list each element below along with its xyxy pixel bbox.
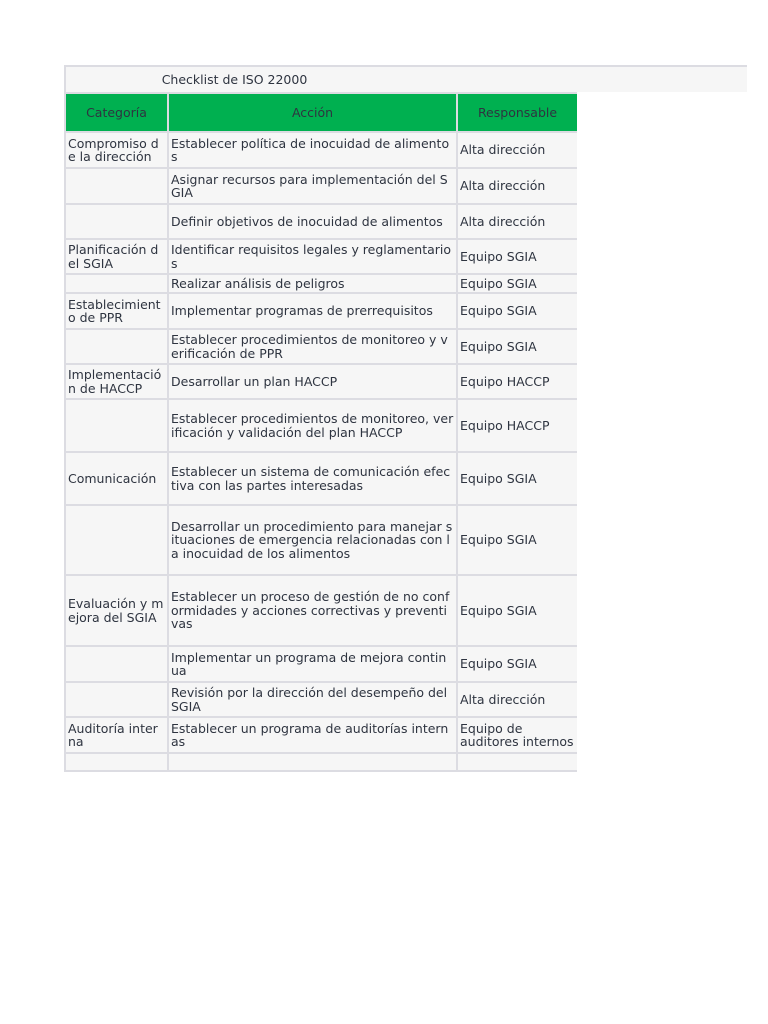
responsible-cell: Equipo SGIA — [457, 274, 577, 293]
responsible-cell: Alta dirección — [457, 682, 577, 717]
responsible-cell: Alta dirección — [457, 132, 577, 168]
responsible-cell: Equipo SGIA — [457, 293, 577, 329]
category-cell: Planificación del SGIA — [65, 239, 168, 274]
table-row — [65, 364, 577, 399]
table-row — [65, 204, 577, 239]
category-cell — [65, 505, 168, 575]
action-cell: Definir objetivos de inocuidad de alimentos — [168, 204, 457, 239]
action-cell: Establecer política de inocuidad de alimentos — [168, 132, 457, 168]
column-header-accion: Acción — [168, 93, 457, 132]
category-cell — [65, 399, 168, 452]
category-cell — [65, 329, 168, 364]
table-row — [65, 717, 577, 753]
action-cell — [168, 753, 457, 771]
table-row — [65, 505, 577, 575]
action-cell: Realizar análisis de peligros — [168, 274, 457, 293]
responsible-cell: Equipo HACCP — [457, 364, 577, 399]
action-cell: Establecer procedimientos de monitoreo, verificación y validación del plan HACCP — [168, 399, 457, 452]
responsible-cell: Equipo HACCP — [457, 399, 577, 452]
action-cell: Identificar requisitos legales y reglamentarios — [168, 239, 457, 274]
checklist-sheet — [64, 65, 747, 772]
category-cell: Establecimiento de PPR — [65, 293, 168, 329]
table-row — [65, 646, 577, 682]
category-cell — [65, 682, 168, 717]
action-cell: Desarrollar un procedimiento para manejar situaciones de emergencia relacionadas con la inocuidad de los alimentos — [168, 505, 457, 575]
document-title: Checklist de ISO 22000 — [161, 72, 308, 87]
table-row — [65, 575, 577, 646]
category-cell — [65, 274, 168, 293]
category-cell — [65, 204, 168, 239]
responsible-cell: Equipo SGIA — [457, 575, 577, 646]
responsible-cell — [457, 753, 577, 771]
responsible-cell: Equipo de auditores internos — [457, 717, 577, 753]
category-cell: Evaluación y mejora del SGIA — [65, 575, 168, 646]
responsible-cell: Equipo SGIA — [457, 505, 577, 575]
responsible-cell: Equipo SGIA — [457, 646, 577, 682]
action-cell: Implementar un programa de mejora continua — [168, 646, 457, 682]
action-cell: Establecer un sistema de comunicación efectiva con las partes interesadas — [168, 452, 457, 505]
action-cell: Desarrollar un plan HACCP — [168, 364, 457, 399]
column-header-responsable: Responsable — [457, 93, 577, 132]
table-row — [65, 329, 577, 364]
table-row — [65, 452, 577, 505]
category-cell: Comunicación — [65, 452, 168, 505]
title-row — [64, 65, 747, 92]
action-cell: Asignar recursos para implementación del SGIA — [168, 168, 457, 204]
table-row — [65, 274, 577, 293]
table-row — [65, 399, 577, 452]
category-cell — [65, 753, 168, 771]
action-cell: Implementar programas de prerrequisitos — [168, 293, 457, 329]
table-row — [65, 293, 577, 329]
table-row — [65, 239, 577, 274]
category-cell: Auditoría interna — [65, 717, 168, 753]
category-cell: Implementación de HACCP — [65, 364, 168, 399]
table-row — [65, 132, 577, 168]
category-cell: Compromiso de la dirección — [65, 132, 168, 168]
responsible-cell: Alta dirección — [457, 204, 577, 239]
action-cell: Establecer un proceso de gestión de no conformidades y acciones correctivas y preventivas — [168, 575, 457, 646]
checklist-table — [64, 92, 577, 772]
table-row — [65, 168, 577, 204]
responsible-cell: Equipo SGIA — [457, 239, 577, 274]
responsible-cell: Equipo SGIA — [457, 452, 577, 505]
table-row — [65, 753, 577, 771]
header-row — [65, 93, 577, 132]
category-cell — [65, 646, 168, 682]
column-header-categoria: Categoría — [65, 93, 168, 132]
action-cell: Establecer procedimientos de monitoreo y verificación de PPR — [168, 329, 457, 364]
action-cell: Revisión por la dirección del desempeño del SGIA — [168, 682, 457, 717]
table-row — [65, 682, 577, 717]
category-cell — [65, 168, 168, 204]
action-cell: Establecer un programa de auditorías internas — [168, 717, 457, 753]
responsible-cell: Alta dirección — [457, 168, 577, 204]
responsible-cell: Equipo SGIA — [457, 329, 577, 364]
